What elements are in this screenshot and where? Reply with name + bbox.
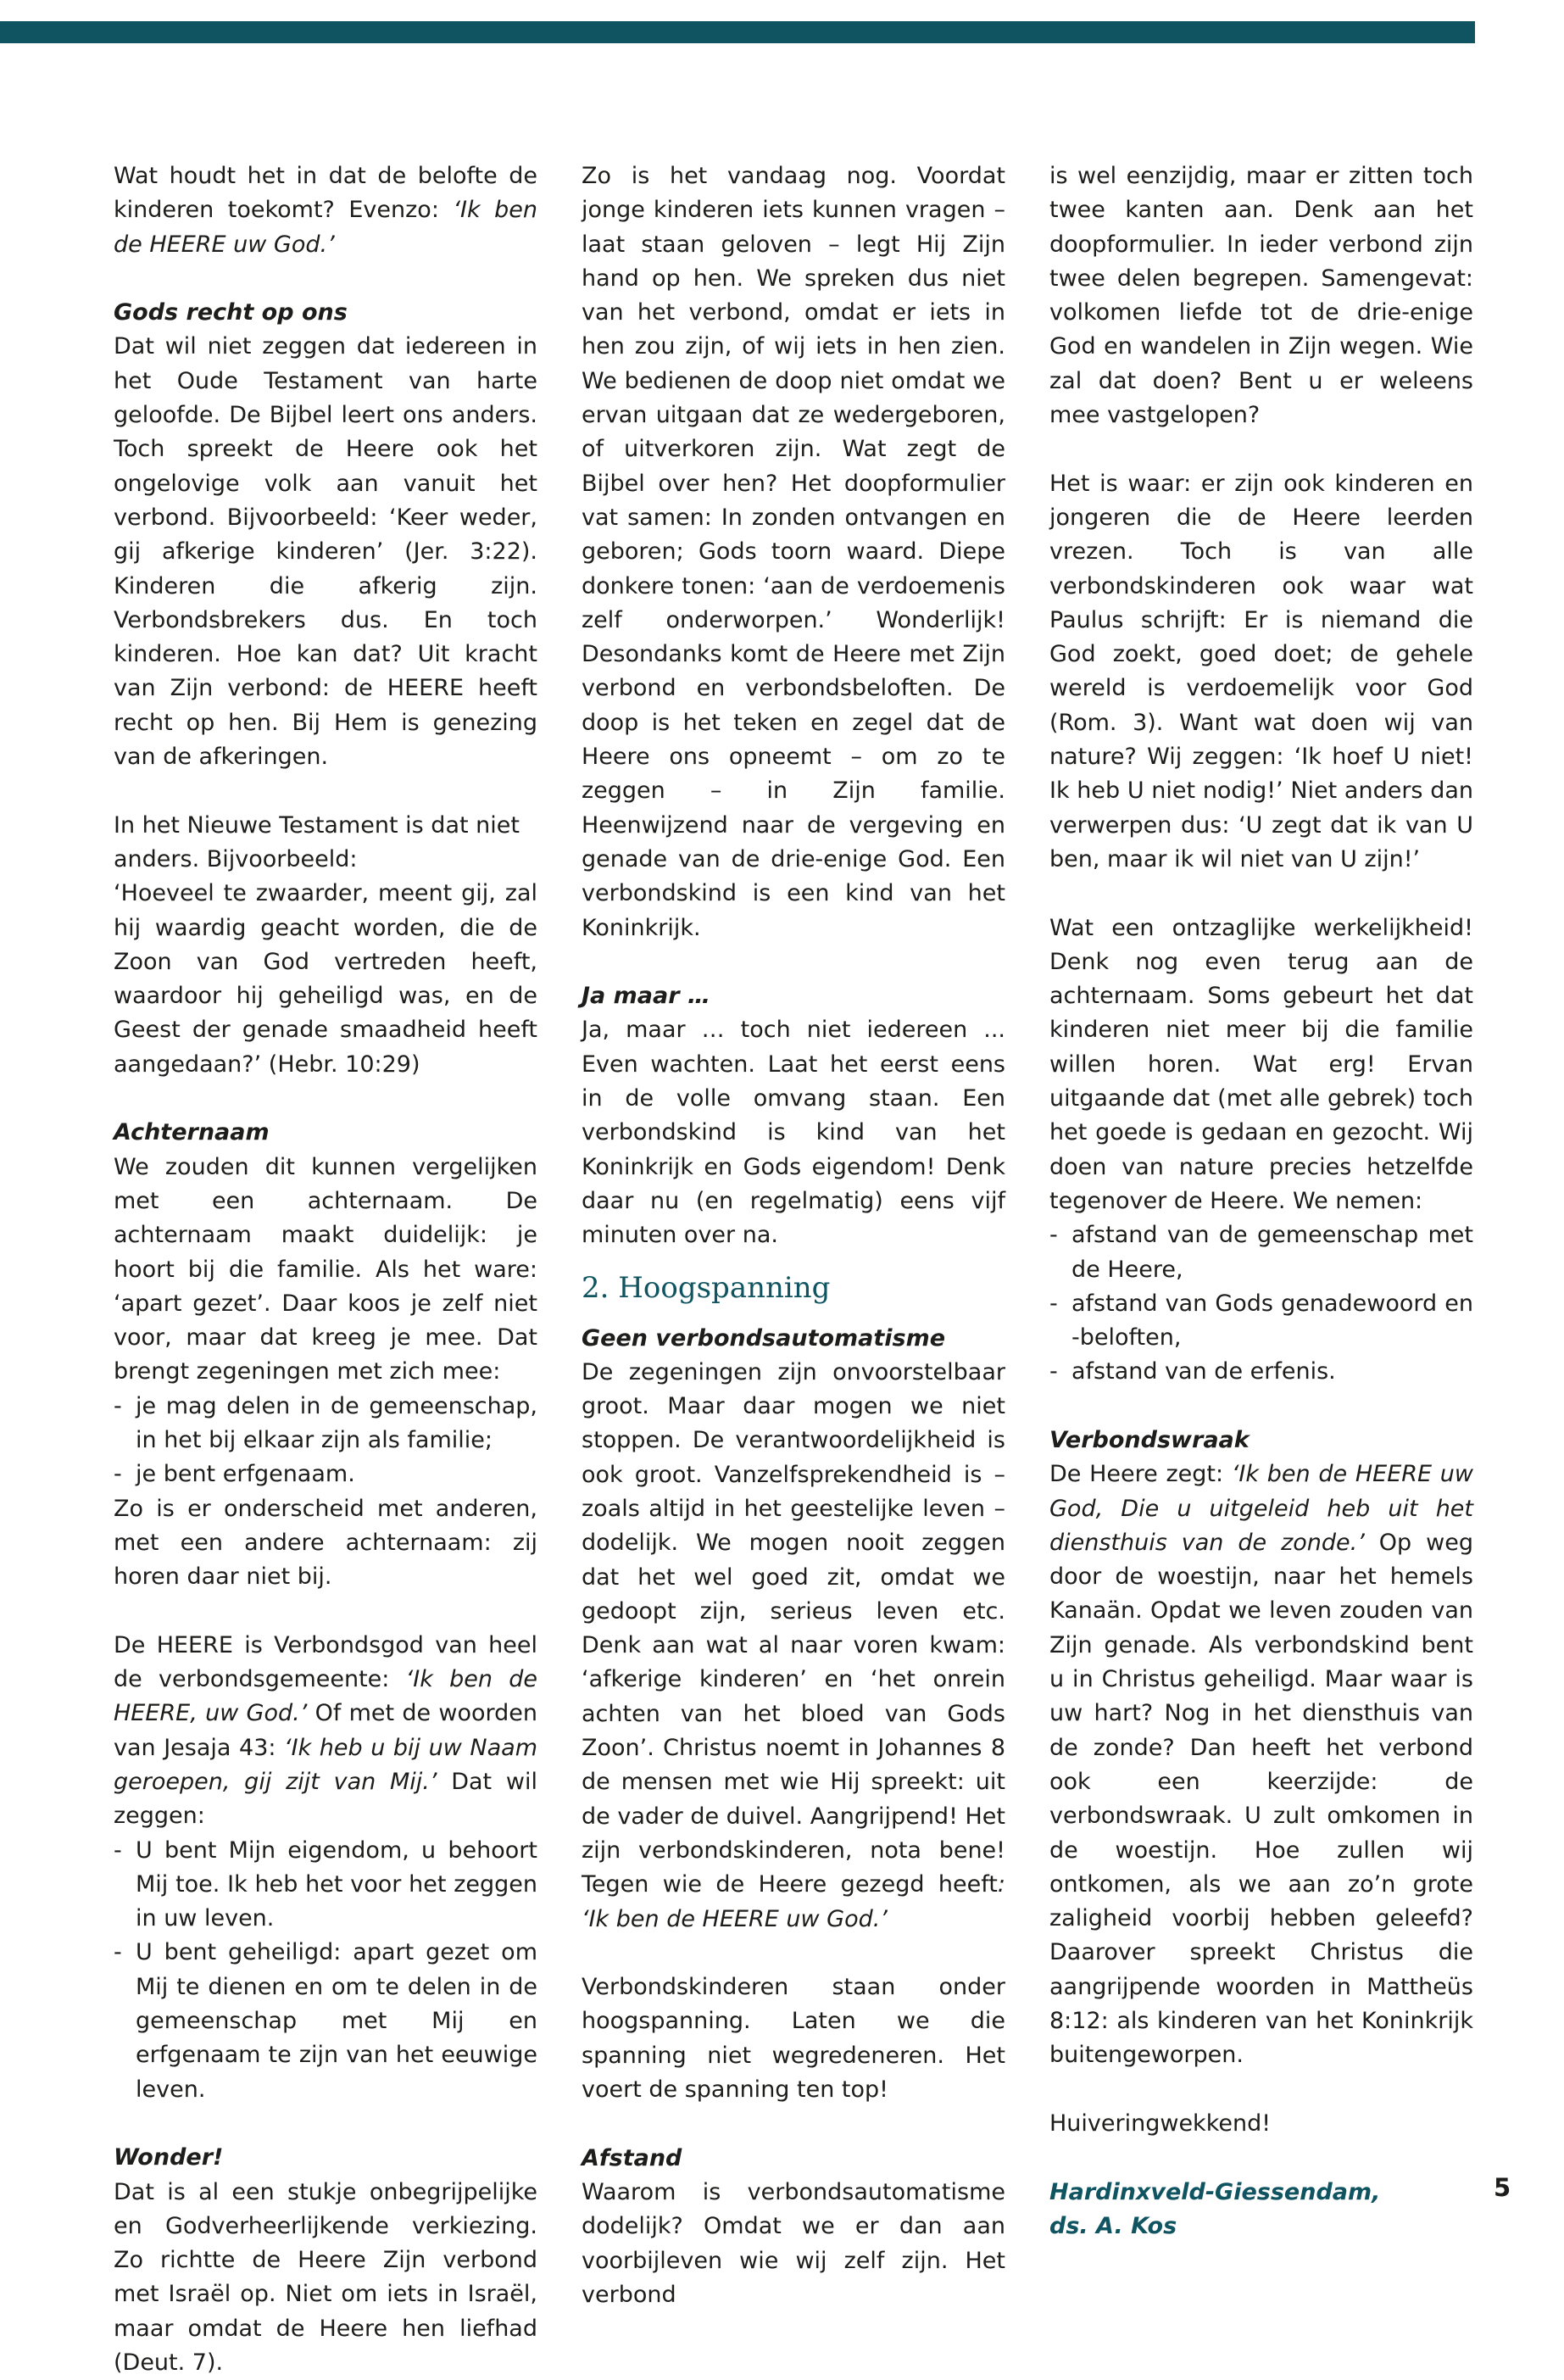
paragraph: Zo is het vandaag nog. Voordat jonge kinderen iets kunnen vragen – laat staan geloven – legt Hij Zijn hand op hen. We spreken dus niet van het verbond, omdat er iets in hen zou zijn, of wij iets in hen zien. We bedienen de doop niet omdat we ervan uitgaan dat ze wedergeboren, of uitverkoren zijn. Wat zegt de Bijbel over hen? Het doopformulier vat samen: In zonden ontvangen en geboren; Gods toorn waard. Diepe donkere tonen: ‘aan de verdoemenis zelf onderworpen.’ Wonderlijk! Desondanks komt de Heere met Zijn verbond en verbondsbeloften. De doop is het teken en zegel dat de Heere ons opneemt – om zo te zeggen – in Zijn familie. Heenwijzend naar de vergeving en genade van de drie-enige God. Een verbondskind is een kind van het Koninkrijk.: [582, 163, 1005, 941]
subheading-verbondswraak: Verbondswraak: [1049, 1426, 1250, 1453]
paragraph: Huiveringwekkend!: [1049, 2110, 1272, 2137]
list-item: - U bent geheiligd: apart gezet om Mij te dienen en om te delen in de gemeenschap met Mij en erfgenaam te zijn van het eeuwige leven.: [114, 1939, 537, 2103]
list-item: - afstand van de erfenis.: [1049, 1358, 1336, 1385]
paragraph: We zouden dit kunnen vergelijken met een achternaam. De achternaam maakt duidelijk: je hoort bij die familie. Als het ware: ‘apart gezet’. Daar koos je zelf niet voor, maar dat kreeg je mee. Dat brengt zegeningen met zich mee:: [114, 1153, 537, 1385]
column-2: [582, 159, 1005, 2312]
subheading-gods-recht: Gods recht op ons: [114, 299, 348, 326]
subheading-afstand: Afstand: [582, 2144, 682, 2171]
paragraph: Het is waar: er zijn ook kinderen en jongeren die de Heere leerden vrezen. Toch is van alle verbondskinderen ook waar wat Paulus schrijft: Er is niemand die God zoekt, goed doet; de gehele wereld is verdoemelijk voor God (Rom. 3). Want wat doen wij van nature? Wij zeggen: ‘Ik hoef U niet! Ik heb U niet nodig!’ Niet anders dan verwerpen dus: ‘U zegt dat ik van U ben, maar ik wil niet van U zijn!’: [1049, 470, 1473, 872]
list-item: - afstand van Gods genadewoord en -beloften,: [1049, 1290, 1473, 1352]
paragraph: Verbondskinderen staan onder hoogspanning. Laten we die spanning niet wegredeneren. Het voert de spanning ten top!: [582, 1974, 1005, 2104]
paragraph: Dat is al een stukje onbegrijpelijke en Godverheerlijkende verkiezing. Zo richtte de Heere Zijn verbond met Israël op. Niet om iets in Israël, maar omdat de Heere hen liefhad (Deut. 7).: [114, 2178, 537, 2376]
subheading-wonder: Wonder!: [114, 2144, 224, 2171]
paragraph: Waarom is verbondsautomatisme dodelijk? Omdat we er dan aan voorbijleven wie wij zelf zijn. Het verbond: [582, 2178, 1005, 2308]
signature-name: ds. A. Kos: [1049, 2212, 1177, 2239]
paragraph: Wat een ontzaglijke werkelijkheid! Denk nog even terug aan de achternaam. Soms gebeurt het dat kinderen niet meer bij die familie willen horen. Wat erg! Ervan uitgaande dat (met alle gebrek) toch het goede is gedaan en gezocht. Wij doen van nature precies hetzelfde tegenover de Heere. We nemen:: [1049, 914, 1473, 1214]
paragraph: is wel eenzijdig, maar er zitten toch twee kanten aan. Denk aan het doopformulier. In ieder verbond zijn twee delen begrepen. Samengevat: volkomen liefde tot de drie-enige God en wandelen in Zijn wegen. Wie zal dat doen? Bent u er weleens mee vastgelopen?: [1049, 163, 1473, 429]
subheading-ja-maar: Ja maar …: [582, 983, 710, 1010]
column-3: [1049, 159, 1473, 2243]
paragraph: Dat wil niet zeggen dat iedereen in het Oude Testament van harte geloofde. De Bijbel leert ons anders. Toch spreekt de Heere ook het ongelovige volk aan vanuit het verbond. Bijvoorbeeld: ‘Keer weder, gij afkerige kinderen’ (Jer. 3:22). Kinderen die afkerig zijn. Verbondsbrekers dus. En toch kinderen. Hoe kan dat? Uit kracht van Zijn verbond: de HEERE heeft recht op hen. Bij Hem is genezing van de afkeringen.: [114, 333, 537, 771]
section-title: 2. Hoogspanning: [582, 1270, 831, 1305]
list-item: - je bent erfgenaam.: [114, 1461, 355, 1488]
paragraph: Wat houdt het in dat de belofte de kinderen toekomt? Evenzo: ‘Ik ben de HEERE uw God.’: [114, 163, 537, 258]
quote-paragraph: ‘Hoeveel te zwaarder, meent gij, zal hij waardig geacht worden, die de Zoon van God vertreden heeft, waardoor hij geheiligd was, en de Geest der genade smaadheid heeft aangedaan?’ (Hebr. 10:29): [114, 880, 537, 1078]
paragraph: De Heere zegt: ‘Ik ben de HEERE uw God, Die u uitgeleid heb uit het diensthuis van de zonde.’ Op weg door de woestijn, naar het hemels Kanaän. Opdat we leven zouden van Zijn genade. Als verbondskind bent u in Christus geheiligd. Maar waar is uw hart? Nog in het diensthuis van de zonde? Dan heeft het verbond ook een keerzijde: de verbondswraak. U zult omkomen in de woestijn. Hoe zullen wij ontkomen, als we aan zo’n grote zaligheid voorbij hebben geleefd? Daarover spreekt Christus die aangrijpende woorden in Mattheüs 8:12: als kinderen van het Koninkrijk buitengeworpen.: [1049, 1461, 1473, 2069]
column-1: [114, 159, 537, 2380]
top-accent-bar: [0, 21, 1475, 43]
paragraph: De HEERE is Verbondsgod van heel de verbondsgemeente: ‘Ik ben de HEERE, uw God.’ Of met de woorden van Jesaja 43: ‘Ik heb u bij uw Naam geroepen, gij zijt van Mij.’ Dat wil zeggen:: [114, 1631, 537, 1830]
subheading-achternaam: Achternaam: [114, 1119, 270, 1146]
list-item: - afstand van de gemeenschap met de Heere,: [1049, 1222, 1473, 1283]
paragraph: Zo is er onderscheid met anderen, met een andere achternaam: zij horen daar niet bij.: [114, 1495, 537, 1591]
signature-place: Hardinxveld-Giessendam,: [1049, 2178, 1381, 2205]
paragraph: De zegeningen zijn onvoorstelbaar groot. Maar daar mogen we niet stoppen. De verantwoordelijkheid is ook groot. Vanzelfsprekendheid is – zoals altijd in het geestelijke leven – dodelijk. We mogen nooit zeggen dat het wel goed zit, omdat we gedoopt zijn, serieus leven etc. Denk aan wat al naar voren kwam: ‘afkerige kinderen’ en ‘het onrein achten van het bloed van Gods Zoon’. Christus noemt in Johannes 8 de mensen met wie Hij spreekt: uit de vader de duivel. Aangrijpend! Het zijn verbondskinderen, nota bene! Tegen wie de Heere gezegd heeft: ‘Ik ben de HEERE uw God.’: [582, 1358, 1005, 1932]
list-item: - U bent Mijn eigendom, u behoort Mij toe. Ik heb het voor het zeggen in uw leven.: [114, 1837, 537, 1932]
list-item: - je mag delen in de gemeenschap, in het bij elkaar zijn als familie;: [114, 1392, 537, 1453]
paragraph: Ja, maar … toch niet iedereen ... Even wachten. Laat het eerst eens in de volle omvang staan. Een verbondskind is kind van het Koninkrijk en Gods eigendom! Denk daar nu (en regelmatig) eens vijf minuten over na.: [582, 1017, 1005, 1249]
page-number: 5: [1494, 2173, 1511, 2202]
paragraph: In het Nieuwe Testament is dat niet anders. Bijvoorbeeld:: [114, 811, 520, 872]
subheading-geen-verbondsautomatisme: Geen verbondsautomatisme: [582, 1324, 946, 1352]
